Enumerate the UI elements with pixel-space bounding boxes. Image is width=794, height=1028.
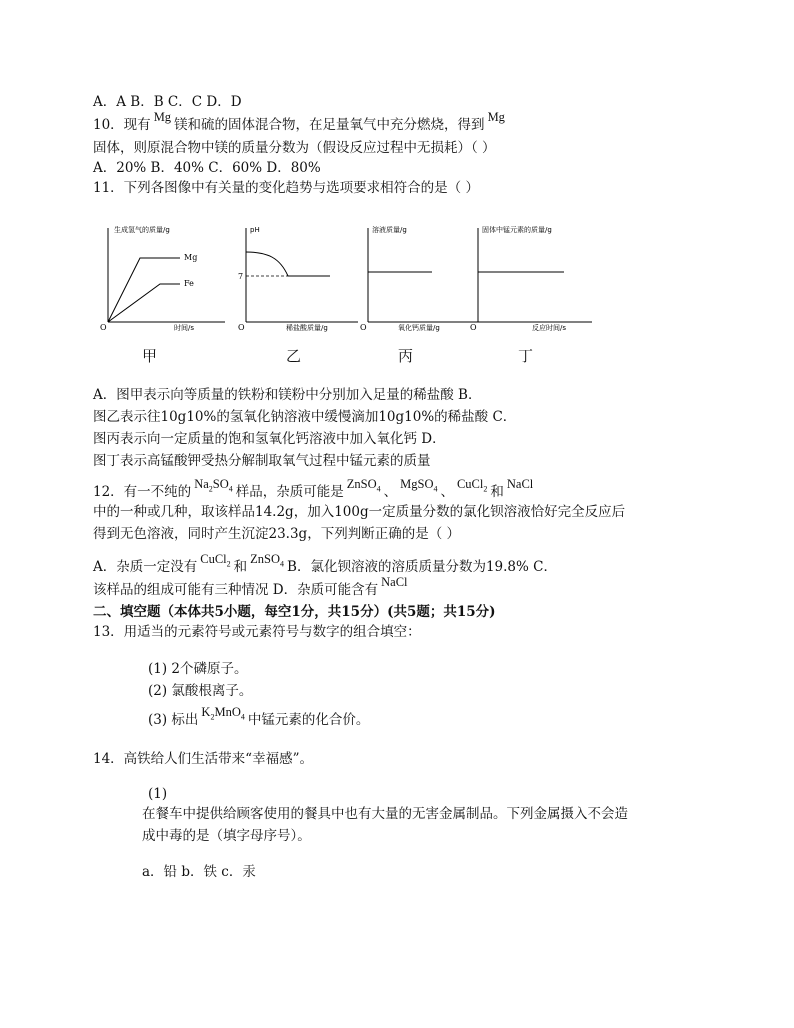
q11-option-line3: 图丙表示向一定质量的饱和氢氧化钙溶液中加入氧化钙 D． <box>93 431 446 447</box>
graph-jia-series-mg: Mg <box>184 253 198 262</box>
graph-yi-ytick: 7 <box>238 272 244 281</box>
q10-line2: 固体，则原混合物中镁的质量分数为（假设反应过程中无损耗）（ ） <box>93 140 496 156</box>
graph-bing-ylabel: 溶液质量/g <box>372 226 407 234</box>
q12-optA: A．杂质一定没有 <box>93 559 198 575</box>
q10-chem-mg-1: Mg <box>153 110 172 124</box>
q9-options: A．A B．B C．C D．D <box>93 94 242 110</box>
q12-and-2: 和 <box>233 559 248 575</box>
q14-options: a．铅 b．铁 c．汞 <box>142 864 256 880</box>
graph-bing-origin: O <box>360 323 367 332</box>
q12-line5 <box>93 575 411 600</box>
q13-stem: 13．用适当的元素符号或元素符号与数字的组合填空： <box>93 624 421 640</box>
chem-nacl-2: NaCl <box>381 575 408 589</box>
graph-jia <box>100 222 230 332</box>
chem-cucl2-2: CuCl$_2$ <box>200 552 231 569</box>
q13-item1: (1) 2个磷原子。 <box>148 661 248 677</box>
graph-yi-origin: O <box>238 323 245 332</box>
q13-item3-suffix: 中锰元素的化合价。 <box>247 712 370 728</box>
q13-item2: (2) 氯酸根离子。 <box>148 683 253 699</box>
q11-option-line2: 图乙表示往10g10%的氢氧化钠溶液中缓慢滴加10g10%的稀盐酸 C． <box>93 409 517 425</box>
q12-sep-1: 、 <box>383 484 398 500</box>
q10-options: A．20% B．40% C．60% D．80% <box>93 160 321 176</box>
chem-na2so4: $Na_2SO_4$ <box>194 477 233 494</box>
graph-jia-ylabel: 生成氢气的质量/g <box>114 226 170 234</box>
graph-ding-xlabel: 反应时间/s <box>532 324 567 332</box>
q12-sep-2: 、 <box>440 484 454 500</box>
graph-jia-origin: O <box>100 323 107 332</box>
q14-line2: 成中毒的是（填字母序号）。 <box>142 828 311 844</box>
graph-jia-xlabel: 时间/s <box>174 324 195 332</box>
section-fill-in-title: 二、填空题（本体共5小题，每空1分，共15分）(共5题；共15分) <box>93 604 496 620</box>
graph-caption-yi: 乙 <box>286 347 302 365</box>
graph-jia-series-fe: Fe <box>184 279 194 288</box>
q11-stem: 11．下列各图像中有关量的变化趋势与选项要求相符合的是（ ） <box>93 180 479 196</box>
graph-bing-xlabel: 氧化钙质量/g <box>398 324 440 332</box>
graph-yi <box>238 222 368 332</box>
chem-cucl2: CuCl$_2$ <box>456 477 488 494</box>
graph-caption-bing: 丙 <box>398 347 414 365</box>
q14-line1: 在餐车中提供给顾客使用的餐具中也有大量的无害金属制品。下列金属摄入不会造 <box>142 806 628 822</box>
chem-znso4: ZnSO$_4$ <box>346 477 381 494</box>
q14-stem: 14．高铁给人们生活带来“幸福感”。 <box>93 751 313 767</box>
chem-mgso4: MgSO$_4$ <box>400 477 438 494</box>
q12-optD: 该样品的组成可能有三种情况 D．杂质可能含有 <box>93 582 379 598</box>
graph-caption-ding: 丁 <box>518 347 534 365</box>
q10-mid: 镁和硫的固体混合物，在足量氧气中充分燃烧，得到 <box>174 117 485 133</box>
chem-znso4-2: ZnSO$_4$ <box>250 552 285 569</box>
q12-line4 <box>93 552 557 583</box>
q10-prefix: 10．现有 <box>93 117 151 133</box>
q12-line3: 得到无色溶液，同时产生沉淀23.3g，下列判断正确的是（ ） <box>93 526 460 542</box>
q13-item3 <box>148 705 370 736</box>
q12-line2: 中的一种或几种，取该样品14.2g，加入100g一定质量分数的氯化钡溶液恰好完全反应后 <box>93 504 626 520</box>
q12-optB: B．氯化钡溶液的溶质质量分数为19.8% C． <box>287 559 557 575</box>
q12-prefix: 12．有一不纯的 <box>93 484 192 500</box>
graph-caption-jia: 甲 <box>142 347 158 365</box>
chem-nacl: NaCl <box>506 477 534 491</box>
q10-line1 <box>93 110 508 135</box>
q13-item3-prefix: (3) 标出 <box>148 712 199 728</box>
chem-k2mno4: $K_2MnO_4$ <box>201 705 245 722</box>
q11-option-line4: 图丁表示高锰酸钾受热分解制取氧气过程中锰元素的质量 <box>93 453 431 469</box>
graph-yi-ylabel: pH <box>250 226 260 234</box>
q12-impurity-label: 样品，杂质可能是 <box>235 484 344 500</box>
q14-num: (1) <box>148 786 168 802</box>
graph-ding-ylabel: 固体中锰元素的质量/g <box>482 226 552 234</box>
graph-ding-origin: O <box>470 323 477 332</box>
q12-and: 和 <box>490 484 504 500</box>
graph-yi-xlabel: 稀盐酸质量/g <box>286 324 328 332</box>
q10-chem-mg-2: Mg <box>487 110 505 124</box>
graph-ding <box>470 222 600 332</box>
q11-option-line1: A．图甲表示向等质量的铁粉和镁粉中分别加入足量的稀盐酸 B． <box>93 387 482 403</box>
